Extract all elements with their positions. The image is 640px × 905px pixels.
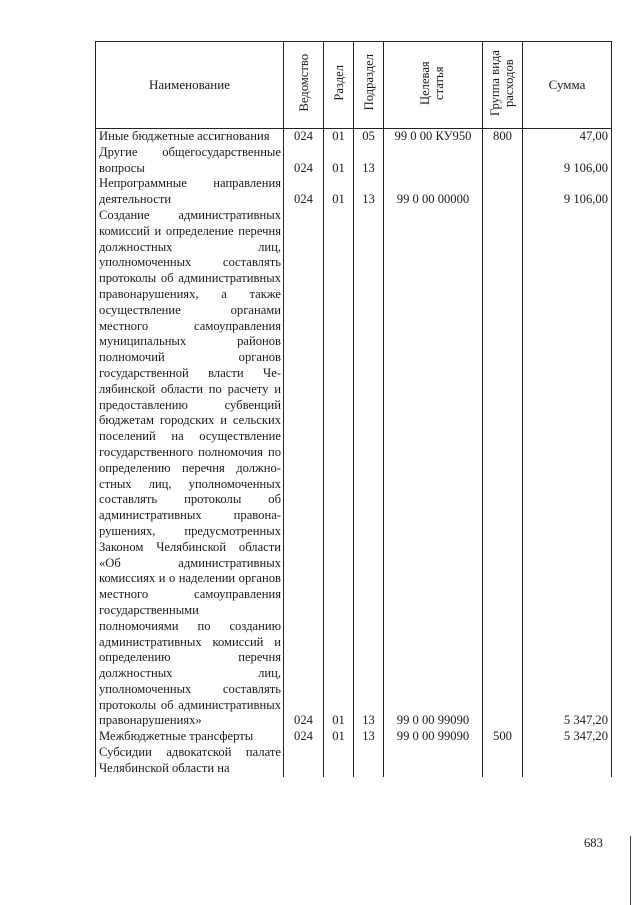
- row-razdel: 01: [324, 129, 354, 145]
- row-statya: [384, 745, 483, 777]
- row-ved: [284, 745, 324, 777]
- header-razdel: [324, 42, 354, 129]
- table-header: [96, 42, 612, 129]
- table-row: [96, 176, 612, 208]
- row-ved: 024: [284, 129, 324, 145]
- table-row: [96, 745, 612, 777]
- header-name: [96, 42, 284, 129]
- row-name: Иные бюджетные ассигнования: [96, 129, 284, 145]
- table-row: [96, 129, 612, 145]
- row-podrazdel: 13: [354, 145, 384, 177]
- row-ved: 024: [284, 145, 324, 177]
- row-name: Создание административных комиссий и определение перечня должностных лиц, уполномоченных составлять протоколы об административных правонарушениях, а также осуществление органами местного самоуправления муниципальных районов полномочий органов государственной власти Челябинской области по расчету и предоставлению субвенций бюджетам городских и сельских поселений на осуществление государственного полномочия по определению перечня должностных лиц, уполномоченных составлять протоколы об административных правонарушениях, предусмотренных Законом Челябинской области «Об административных комиссиях и о наделении органов местного самоуправления государственными полномочиями по созданию административных комиссий и определению перечня должностных лиц, уполномоченных составлять протоколы об административных правонарушениях»: [96, 208, 284, 729]
- row-ved: 024: [284, 208, 324, 729]
- header-gruppa: [483, 42, 523, 129]
- row-gruppa: [483, 208, 523, 729]
- header-statya: [384, 42, 483, 129]
- row-name: Непрограммные направления деятельности: [96, 176, 284, 208]
- row-name: Субсидии адвокатской палате Челябинской области на: [96, 745, 284, 777]
- row-podrazdel: 05: [354, 129, 384, 145]
- row-summa: 5 347,20: [523, 729, 612, 745]
- row-razdel: [324, 745, 354, 777]
- table-row: [96, 208, 612, 729]
- row-gruppa: 500: [483, 729, 523, 745]
- row-statya: 99 0 00 00000: [384, 176, 483, 208]
- row-gruppa: [483, 745, 523, 777]
- table-row: [96, 729, 612, 745]
- row-summa: [523, 745, 612, 777]
- table-row: [96, 145, 612, 177]
- row-summa: 5 347,20: [523, 208, 612, 729]
- row-gruppa: [483, 145, 523, 177]
- header-podrazdel-label: Подраздел: [361, 54, 376, 111]
- header-summa-label: Сумма: [548, 77, 586, 93]
- budget-table-page: [95, 41, 611, 819]
- row-statya: 99 0 00 99090: [384, 729, 483, 745]
- header-ved-label: Ведомство: [296, 53, 311, 112]
- row-summa: 9 106,00: [523, 176, 612, 208]
- row-ved: 024: [284, 729, 324, 745]
- budget-table: [95, 41, 612, 777]
- header-name-label: Наименование: [149, 77, 230, 93]
- row-razdel: 01: [324, 208, 354, 729]
- table-body: [96, 129, 612, 777]
- header-podrazdel: [354, 42, 384, 129]
- page-number: 683: [584, 836, 603, 850]
- row-statya: 99 0 00 99090: [384, 208, 483, 729]
- row-name: Межбюджетные трансферты: [96, 729, 284, 745]
- row-podrazdel: 13: [354, 208, 384, 729]
- row-statya: 99 0 00 КУ950: [384, 129, 483, 145]
- header-ved: [284, 42, 324, 129]
- row-statya: [384, 145, 483, 177]
- header-statya-label: Целевая статья: [418, 60, 446, 105]
- header-gruppa-label: Группа вида расходов: [487, 49, 516, 116]
- margin-rule: [630, 836, 631, 905]
- row-podrazdel: 13: [354, 729, 384, 745]
- row-razdel: 01: [324, 729, 354, 745]
- row-summa: 47,00: [523, 129, 612, 145]
- header-razdel-label: Раздел: [331, 64, 346, 101]
- row-podrazdel: 13: [354, 176, 384, 208]
- header-summa: [523, 42, 612, 129]
- row-name: Другие общегосударственные вопросы: [96, 145, 284, 177]
- row-razdel: 01: [324, 145, 354, 177]
- row-podrazdel: [354, 745, 384, 777]
- row-gruppa: 800: [483, 129, 523, 145]
- row-gruppa: [483, 176, 523, 208]
- row-ved: 024: [284, 176, 324, 208]
- row-razdel: 01: [324, 176, 354, 208]
- row-summa: 9 106,00: [523, 145, 612, 177]
